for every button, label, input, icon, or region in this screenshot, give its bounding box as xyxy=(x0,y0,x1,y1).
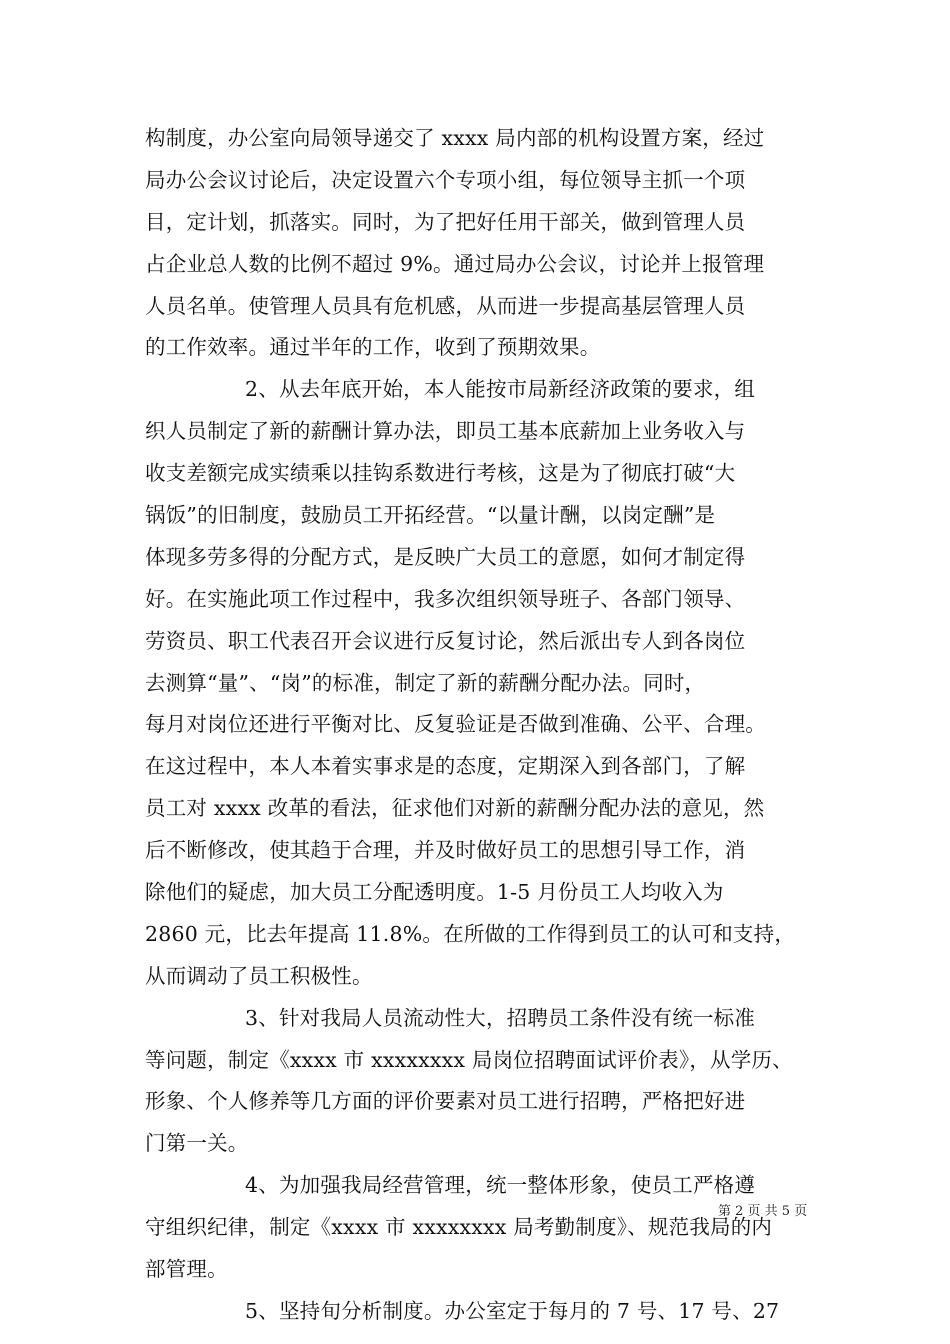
text-line: 目，定计划，抓落实。同时，为了把好任用干部关，做到管理人员 xyxy=(145,209,746,234)
text-line: 好。在实施此项工作过程中，我多次组织领导班子、各部门领导、 xyxy=(145,586,746,611)
text-line: 锅饭”的旧制度，鼓励员工开拓经营。“以量计酬，以岗定酬”是 xyxy=(145,503,716,528)
text-line: 门第一关。 xyxy=(145,1131,249,1156)
text-line: 占企业总人数的比例不超过 9%。通过局办公会议，讨论并上报管理 xyxy=(145,251,765,276)
text-line: 2860 元，比去年提高 11.8%。在所做的工作得到员工的认可和支持， xyxy=(145,921,796,946)
text-line: 等问题，制定《xxxx 市 xxxxxxxx 局岗位招聘面试评价表》，从学历、 xyxy=(145,1047,793,1072)
text-line: 4、为加强我局经营管理，统一整体形象，使员工严格遵 xyxy=(245,1173,756,1198)
text-line: 从而调动了员工积极性。 xyxy=(145,963,373,988)
text-line: 3、针对我局人员流动性大，招聘员工条件没有统一标准 xyxy=(245,1005,756,1030)
text-line: 的工作效率。通过半年的工作，收到了预期效果。 xyxy=(145,335,601,360)
text-line: 2、从去年底开始，本人能按市局新经济政策的要求，组 xyxy=(245,377,756,402)
text-line: 每月对岗位还进行平衡对比、反复验证是否做到准确、公平、合理。 xyxy=(145,712,766,737)
text-line: 局办公会议讨论后，决定设置六个专项小组，每位领导主抓一个项 xyxy=(145,167,746,192)
text-line: 后不断修改，使其趋于合理，并及时做好员工的思想引导工作，消 xyxy=(145,838,746,863)
text-line: 部管理。 xyxy=(145,1257,228,1282)
document-body xyxy=(145,118,808,1333)
text-line: 人员名单。使管理人员具有危机感，从而进一步提高基层管理人员 xyxy=(145,293,746,318)
text-line: 织人员制定了新的薪酬计算办法，即员工基本底薪加上业务收入与 xyxy=(145,419,746,444)
page-footer: 第 2 页 共 5 页 xyxy=(718,1204,808,1219)
text-line: 守组织纪律，制定《xxxx 市 xxxxxxxx 局考勤制度》、规范我局的内 xyxy=(145,1215,773,1240)
text-line: 收支差额完成实绩乘以挂钩系数进行考核，这是为了彻底打破“大 xyxy=(145,461,736,486)
text-line: 5、坚持旬分析制度。办公室定于每月的 7 号、17 号、27 xyxy=(245,1298,780,1323)
text-line: 体现多劳多得的分配方式，是反映广大员工的意愿，如何才制定得 xyxy=(145,544,746,569)
text-line: 形象、个人修养等几方面的评价要素对员工进行招聘，严格把好进 xyxy=(145,1089,746,1114)
text-line: 去测算“量”、“岗”的标准，制定了新的薪酬分配办法。同时， xyxy=(145,670,706,695)
text-line: 劳资员、职工代表召开会议进行反复讨论，然后派出专人到各岗位 xyxy=(145,628,746,653)
text-line: 员工对 xxxx 改革的看法，征求他们对新的薪酬分配办法的意见，然 xyxy=(145,796,765,821)
text-line: 除他们的疑虑，加大员工分配透明度。1-5 月份员工人均收入为 xyxy=(145,880,724,905)
text-line: 在这过程中，本人本着实事求是的态度，定期深入到各部门，了解 xyxy=(145,754,746,779)
text-line: 构制度，办公室向局领导递交了 xxxx 局内部的机构设置方案，经过 xyxy=(145,126,765,150)
